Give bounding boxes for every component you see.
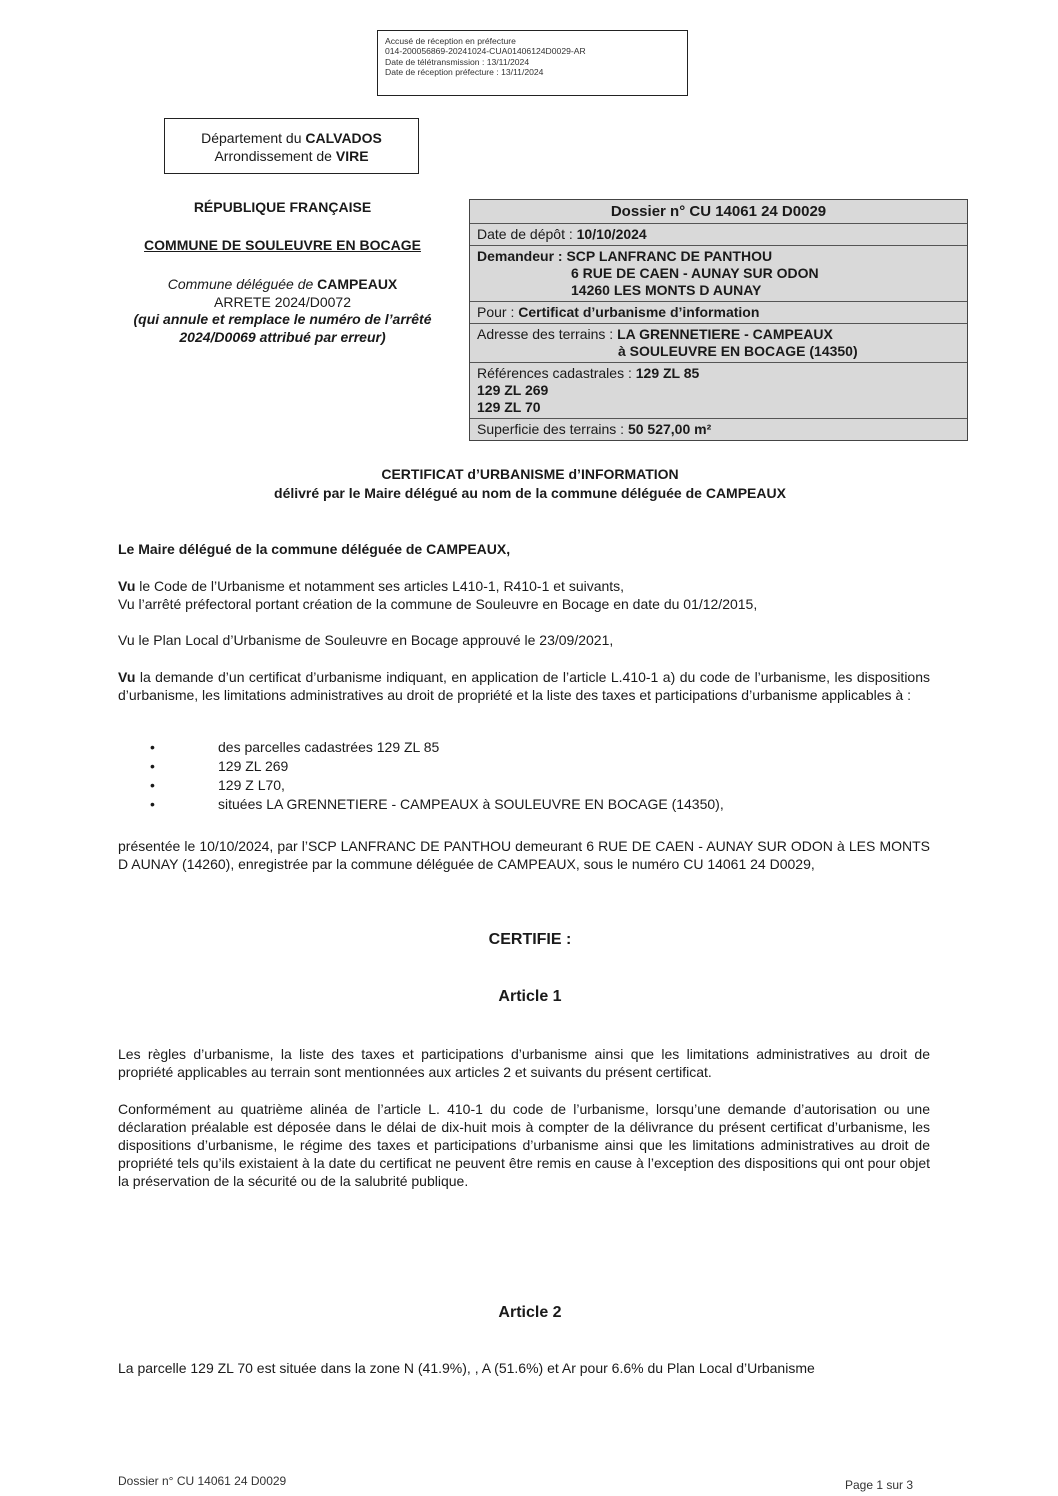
page-number: Page 1 sur 3 [845,1478,914,1492]
stamp-line: Accusé de réception en préfecture [385,36,516,46]
list-item: • 129 Z L70, [150,777,285,793]
arrete-note: 2024/D0069 attribué par erreur) [179,328,386,345]
adresse-row: Adresse des terrains : LA GRENNETIERE - CAMPEAUX à SOULEUVRE EN BOCAGE (14350) [470,323,967,362]
department-line: Département du CALVADOS [201,130,382,146]
article-2-paragraph-1: La parcelle 129 ZL 70 est située dans la zone N (41.9%), , A (51.6%) et Ar pour 6.6% du Plan Local d’Urbanisme [118,1360,815,1376]
vu-plu: Vu le Plan Local d’Urbanisme de Souleuvre en Bocage approuvé le 23/09/2021, [118,632,614,648]
list-item: • situées LA GRENNETIERE - CAMPEAUX à SOULEUVRE EN BOCAGE (14350), [150,796,724,812]
stamp-line: Date de réception préfecture : 13/11/2024 [385,67,544,78]
footer-dossier: Dossier n° CU 14061 24 D0029 [118,1474,287,1488]
vu-paragraph: Vu le Code de l’Urbanisme et notamment ses articles L410-1, R410-1 et suivants, Vu l’arrêté préfectoral portant création de la commune de Souleuvre en Bocage en date du 01/12/2015, [118,578,758,612]
dossier-box [469,199,968,441]
certificate-title: CERTIFICAT d’URBANISME d’INFORMATION [381,466,679,482]
arrondissement-line: Arrondissement de VIRE [214,148,369,164]
maire-line: Le Maire délégué de la commune déléguée de CAMPEAUX, [118,541,511,557]
presentee-paragraph: présentée le 10/10/2024, par l’SCP LANFRANC DE PANTHOU demeurant 6 RUE DE CAEN - AUNAY SUR ODON à LES MONTS D AUNAY (14260), enregistrée par la commune déléguée de CAMPEAUX, sous le numéro CU 14061 24 D0029, [118,838,930,872]
arrete-number: ARRETE 2024/D0072 [214,293,351,310]
superficie-row: Superficie des terrains : 50 527,00 m² [470,418,967,440]
reception-stamp [377,30,688,96]
pour-row: Pour : Certificat d’urbanisme d’information [470,301,967,323]
article-1-paragraph-2: Conformément au quatrième alinéa de l’article L. 410-1 du code de l’urbanisme, lorsqu’une demande d’autorisation ou une déclaration préalable est déposée dans le délai de dix-huit mois à compter de la délivrance du présent certificat d’urbanisme, les dispositions d’urbanisme, le régime des taxes et participations d’urbanisme ainsi que les limitations administratives au droit de propriété tels qu’ils existaient à la date du certificat ne peuvent être remis en cause à l’exception des dispositions qui ont pour objet la préservation de la sécurité ou de la salubrité publique. [118,1101,930,1189]
article-1-title: Article 1 [498,988,562,1005]
stamp-line: Date de télétransmission : 13/11/2024 [385,56,530,67]
article-2-title: Article 2 [498,1304,562,1321]
certificate-subtitle: délivré par le Maire délégué au nom de la commune déléguée de CAMPEAUX [274,485,786,501]
stamp-line: 014-200056869-20241024-CUA01406124D0029-AR [385,46,586,57]
references-row: Références cadastrales : 129 ZL 85 129 ZL 269 129 ZL 70 [470,362,967,418]
article-1-paragraph-1: Les règles d’urbanisme, la liste des taxes et participations d’urbanisme ainsi que les limitations administratives au droit de propriété applicables au terrain sont mentionnées aux articles 2 et suivants du présent certificat. [118,1046,930,1080]
certifie-heading: CERTIFIE : [488,931,572,948]
parcel-list [150,738,724,814]
delegated-commune-block: Commune déléguée de CAMPEAUX ARRETE 2024/D0072 (qui annule et remplace le numéro de l’arrêté 2024/D0069 attribué par erreur) [110,276,455,346]
demandeur-row: Demandeur : SCP LANFRANC DE PANTHOU 6 RUE DE CAEN - AUNAY SUR ODON 14260 LES MONTS D AUNAY [470,245,967,301]
dossier-title: Dossier n° CU 14061 24 D0029 [610,203,827,220]
arrete-note: (qui annule et remplace le numéro de l’arrêté [133,311,432,327]
vu-demande: Vu la demande d’un certificat d’urbanisme indiquant, en application de l’article L.410-1 a) du code de l’urbanisme, les dispositions d’urbanisme, les limitations administratives au droit de propriété et la liste des taxes et participations d’urbanisme applicables à : [118,669,930,703]
list-item: • 129 ZL 269 [150,758,289,774]
republic-heading: RÉPUBLIQUE FRANÇAISE [193,199,372,215]
department-box [164,118,419,174]
depot-row: Date de dépôt : 10/10/2024 [470,223,967,245]
list-item: • des parcelles cadastrées 129 ZL 85 [150,739,440,755]
commune-heading: COMMUNE DE SOULEUVRE EN BOCAGE [144,237,421,253]
